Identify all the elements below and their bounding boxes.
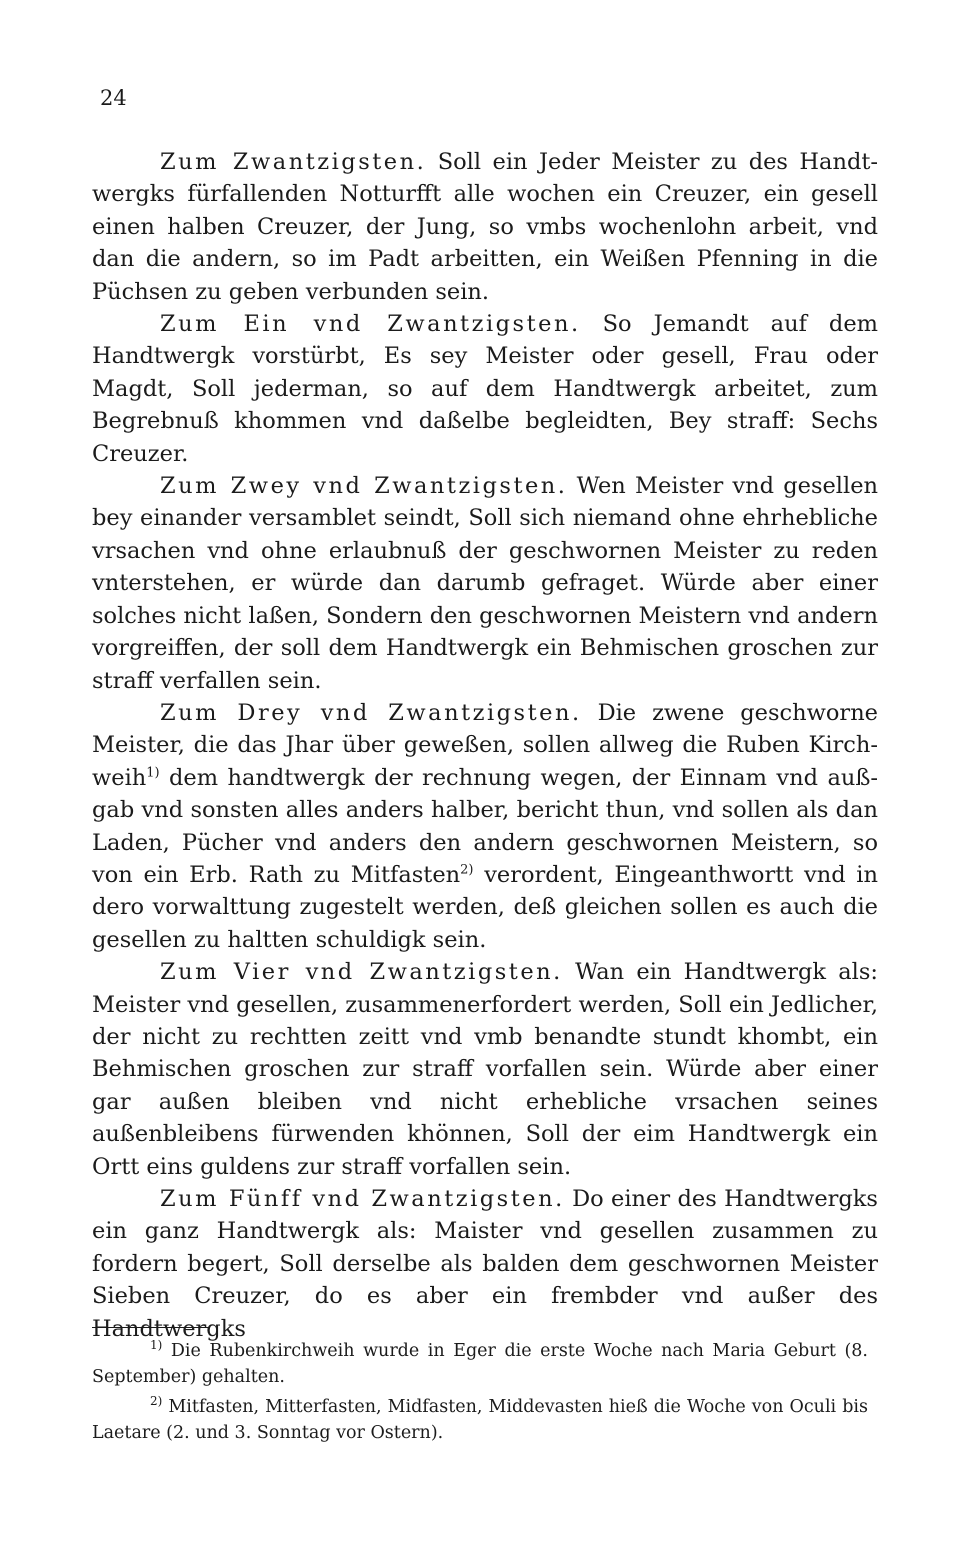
paragraph-24: [92, 956, 878, 1183]
paragraph-heading: Zum Fünff vnd Zwantzigsten.: [160, 1186, 565, 1212]
paragraph-text: Wen Meister vnd gesellen bey einander versamblet seindt, Soll sich niemand ohne ehrhebliche vrsachen vnd ohne erlaubnuß der geschwornen Meister zu reden vnterstehen, er würde dan darumb gefraget. Würde aber einer solches nicht laßen, Sondern den geschwornen Meistern vnd andern vorgreiffen, der soll dem Handtwergk ein Behmischen groschen zur straff verfallen sein.: [92, 473, 879, 694]
footnote-mark: 1): [150, 1338, 163, 1353]
footnote-mark: 2): [150, 1394, 163, 1409]
paragraph-text: verordent, Eingeanthwortt vnd in dero vorwalttung zugestelt werden, deß gleichen sollen es auch die gesellen zu haltten schuldigk sein.: [92, 861, 878, 953]
paragraph-text: Die zwene geschworne Meister, die das Jhar über geweßen, sollen allweg die Ruben Kirchweih: [92, 699, 878, 791]
paragraph-25: [92, 1183, 878, 1345]
footnote-divider: [92, 1327, 210, 1328]
paragraph-20: [92, 146, 878, 308]
page-number: 24: [100, 86, 127, 110]
paragraph-text: Wan ein Handtwergk als: Meister vnd gesellen, zusammenerfordert werden, Soll ein Jedlicher, der nicht zu rechtten zeitt vnd vmb benandte stundt khombt, ein Behmischen groschen zur straff vorfallen sein. Würde aber einer gar außen bleiben vnd nicht erhebliche vrsachen seines außenbleibens fürwenden khönnen, Soll der eim Handtwergk ein Ortt eins guldens zur straff vorfallen sein.: [92, 959, 879, 1180]
footnotes: [92, 1338, 868, 1450]
paragraph-21: [92, 308, 878, 470]
paragraph-text: Do einer des Handtwergks ein ganz Handtwergk als: Maister vnd gesellen zusammen zu fordern begert, Soll derselbe als balden dem geschwornen Meister Sieben Creuzer, do es aber ein frembder vnd außer des Handtwergks: [92, 1186, 878, 1342]
paragraph-22: [92, 470, 878, 697]
paragraph-23: [92, 697, 878, 956]
paragraph-heading: Zum Zwantzigsten.: [160, 149, 427, 175]
footnote-1: [92, 1338, 868, 1390]
footnote-reference-2[interactable]: 2): [460, 862, 474, 878]
main-text: [92, 146, 878, 1345]
paragraph-text: So Jemandt auf dem Handtwergk vorstürbt, Es sey Meister oder gesell, Frau oder Magdt, Soll jederman, so auf dem Handtwergk arbeitet, zum Begrebnuß khommen vnd daßelbe begleidten, Bey straff: Sechs Creuzer.: [92, 311, 878, 467]
paragraph-heading: Zum Vier vnd Zwantzigsten.: [160, 959, 563, 986]
paragraph-heading: Zum Zwey vnd Zwantzigsten.: [160, 473, 568, 500]
footnote-text: Mitfasten, Mitterfasten, Midfasten, Middevasten hieß die Woche von Oculi bis Laetare (2. und 3. Sonntag vor Ostern).: [92, 1397, 868, 1443]
paragraph-text: Soll ein Jeder Meister zu des Handtwergks fürfallenden Notturfft alle wochen ein Creuzer, ein gesell einen halben Creuzer, der Jung, so vmbs wochenlohn arbeit, vnd dan die andern, so im Padt arbeitten, ein Weißen Pfenning in die Püchsen zu geben verbunden sein.: [92, 149, 879, 305]
paragraph-heading: Zum Ein vnd Zwantzigsten.: [160, 311, 581, 338]
paragraph-text: dem handtwergk der rechnung wegen, der Einnam vnd außgab vnd sonsten alles anders halber, bericht thun, vnd sollen als dan Laden, Pücher vnd anders den andern geschwornen Meistern, so von ein Erb. Rath zu Mitfasten: [92, 764, 878, 888]
footnote-2: [92, 1394, 868, 1446]
footnote-text: Die Rubenkirchweih wurde in Eger die erste Woche nach Maria Geburt (8. September) gehalten.: [92, 1341, 868, 1387]
footnote-reference-1[interactable]: 1): [146, 765, 160, 781]
paragraph-heading: Zum Drey vnd Zwantzigsten.: [160, 699, 582, 726]
